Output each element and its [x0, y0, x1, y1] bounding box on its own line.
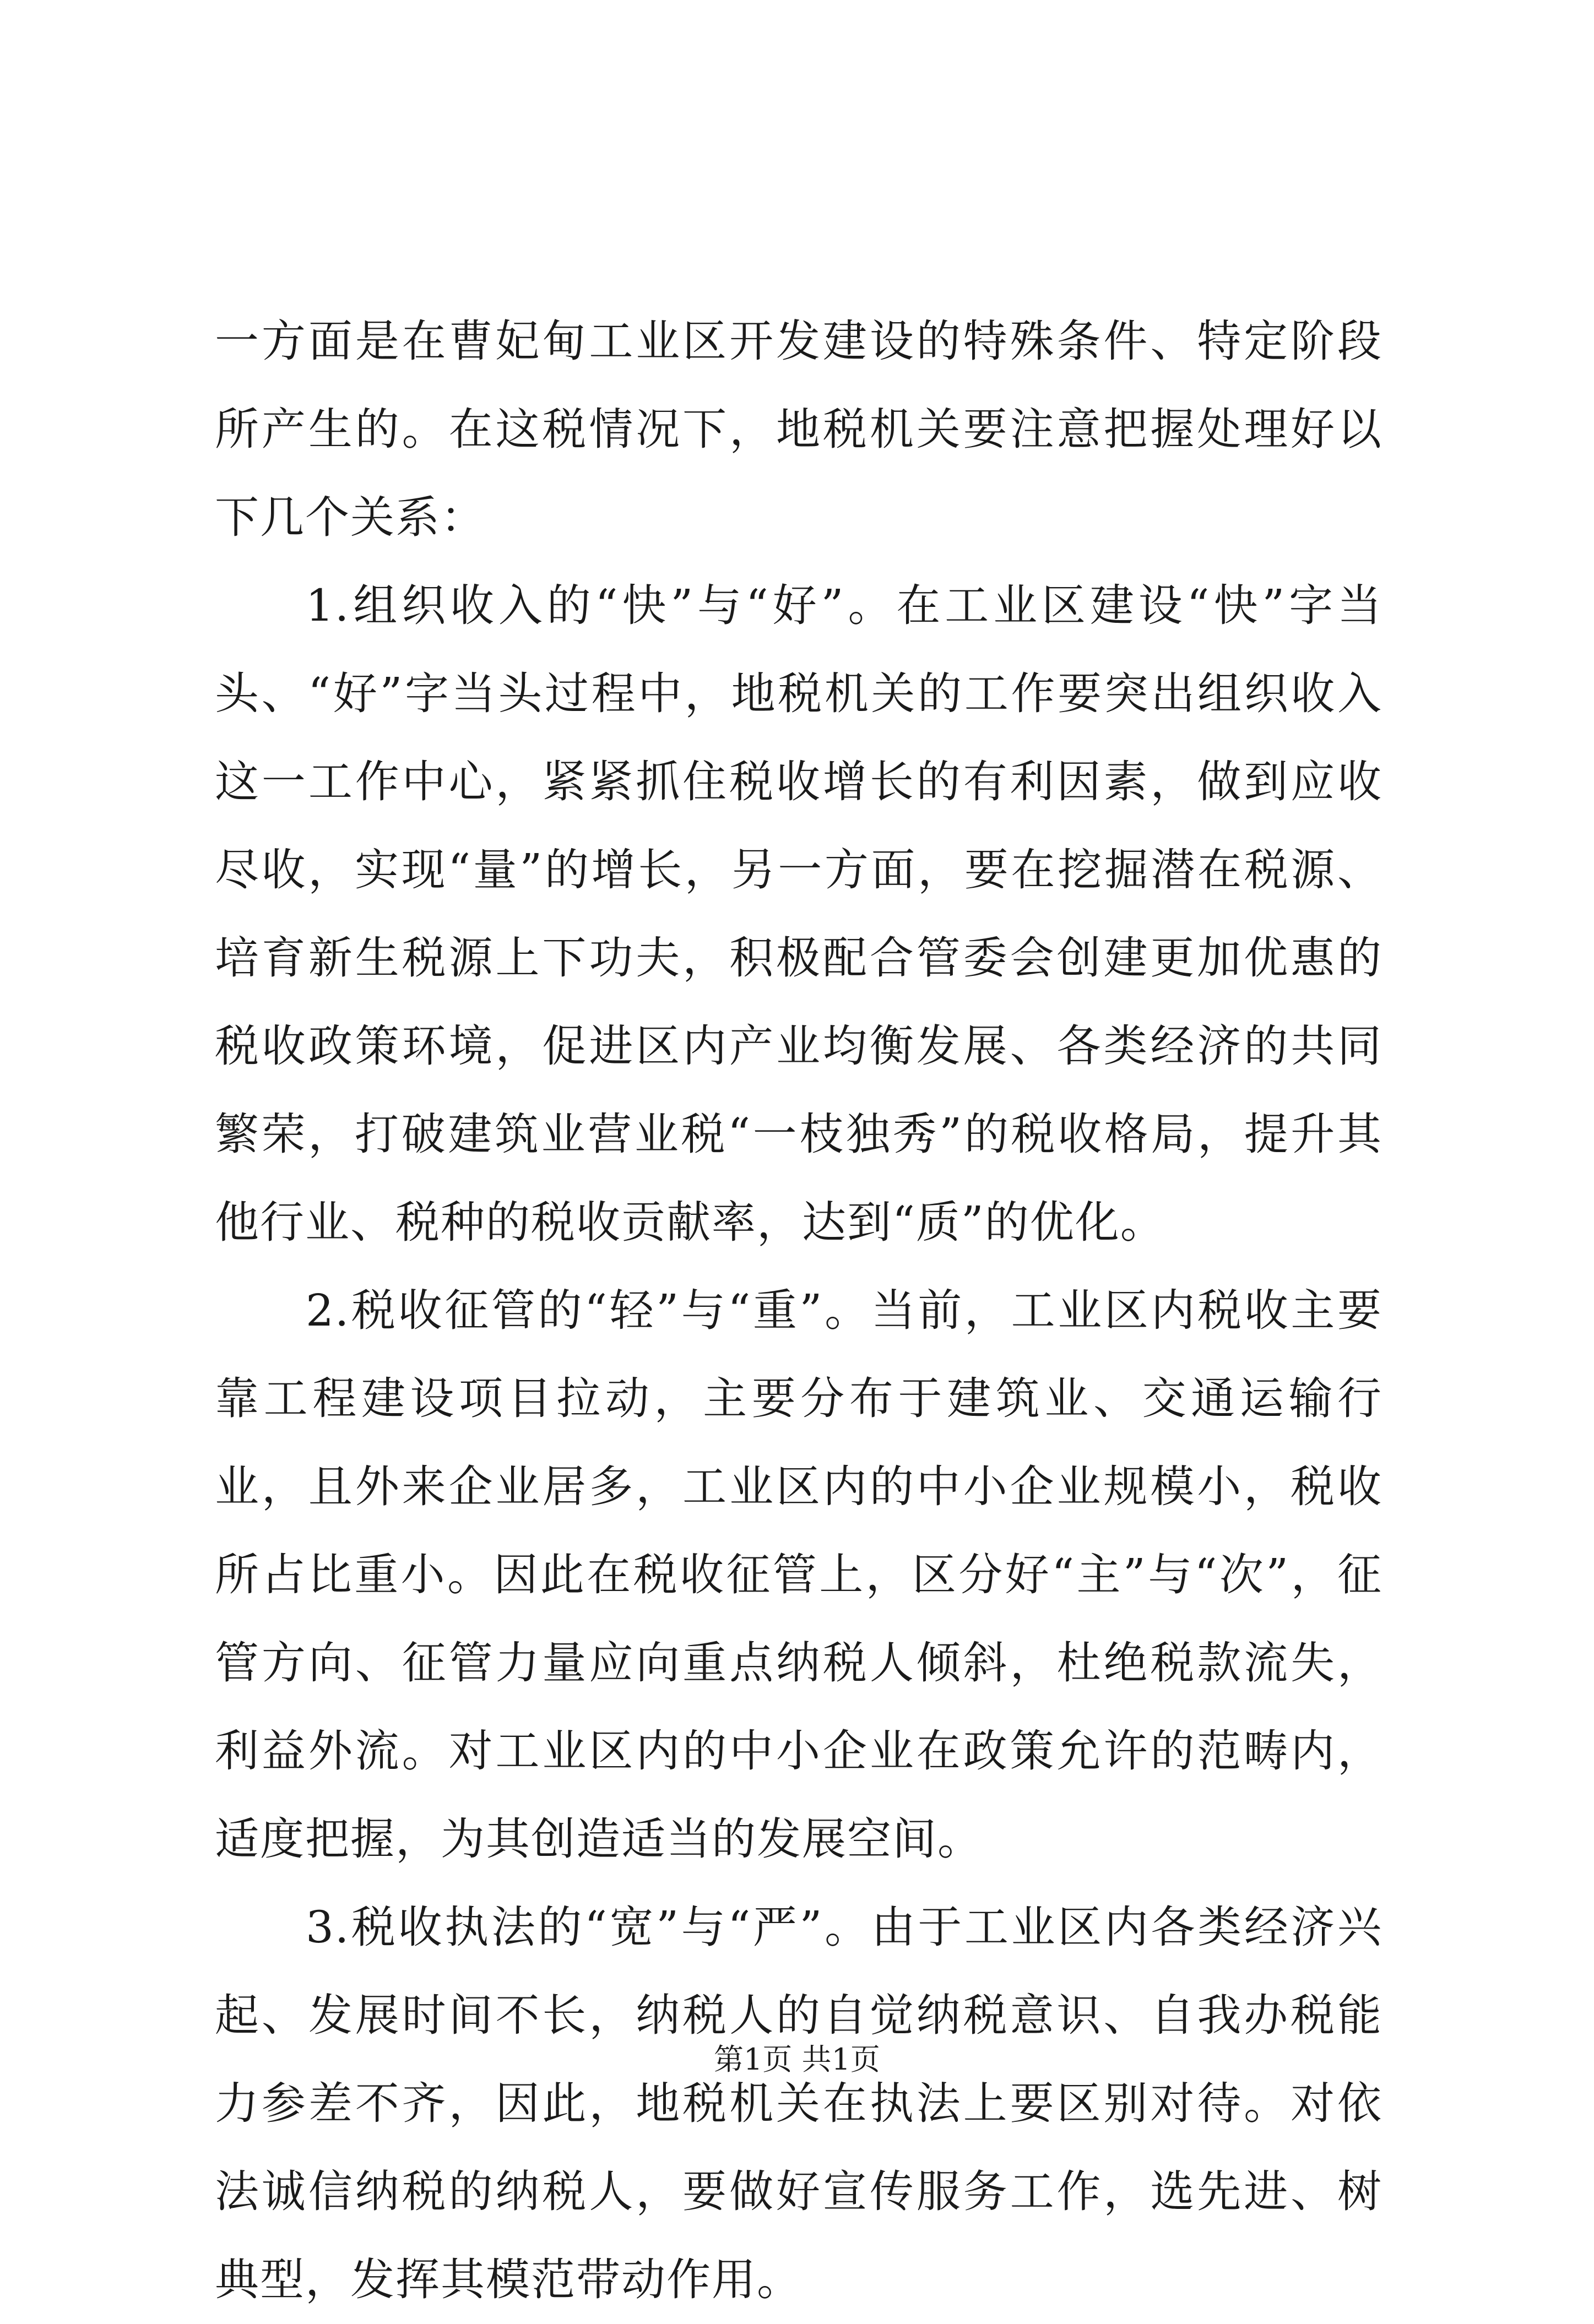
paragraph-item-2: 2.税收征管的“轻”与“重”。当前，工业区内税收主要靠工程建设项目拉动，主要分布于建筑业、交通运输行业，且外来企业居多，工业区内的中小企业规模小，税收所占比重小。因此在税收征管上，区分好“主”与“次”，征管方向、征管力量应向重点纳税人倾斜，杜绝税款流失，利益外流。对工业区内的中小企业在政策允许的范畴内，适度把握，为其创造适当的发展空间。	[215, 1285, 1382, 1865]
paragraph-item-3: 3.税收执法的“宽”与“严”。由于工业区内各类经济兴起、发展时间不长，纳税人的自觉纳税意识、自我办税能力参差不齐，因此，地税机关在执法上要区别对待。对依法诚信纳税的纳税人，要做好宣传服务工作，选先进、树典型，发挥其模范带动作用。	[215, 1902, 1382, 2305]
paragraph-continuation: 一方面是在曹妃甸工业区开发建设的特殊条件、特定阶段所产生的。在这税情况下，地税机关要注意把握处理好以下几个关系：	[215, 316, 1382, 543]
page-footer: 第1页 共1页	[714, 2042, 880, 2077]
paragraph-item-1: 1.组织收入的“快”与“好”。在工业区建设“快”字当头、“好”字当头过程中，地税机关的工作要突出组织收入这一工作中心，紧紧抓住税收增长的有利因素，做到应收尽收，实现“量”的增长，另一方面，要在挖掘潜在税源、培育新生税源上下功夫，积极配合管委会创建更加优惠的税收政策环境，促进区内产业均衡发展、各类经济的共同繁荣，打破建筑业营业税“一枝独秀”的税收格局，提升其他行业、税种的税收贡献率，达到“质”的优化。	[215, 580, 1382, 1248]
document-body	[215, 297, 1382, 2324]
